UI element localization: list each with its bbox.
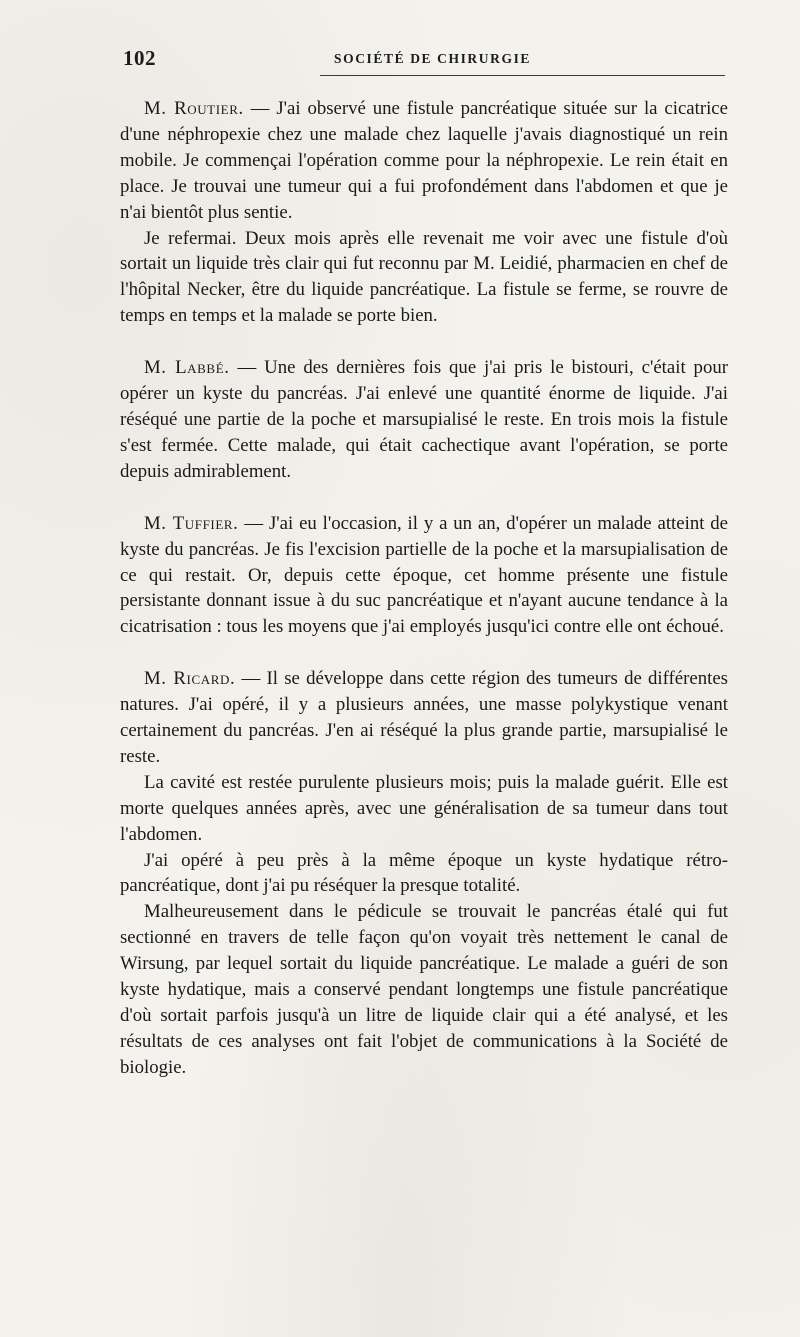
paragraph-text: J'ai opéré à peu près à la même époque un kyste hydatique rétro-pancréatique, dont j'ai pu réséquer la presque totalité.: [120, 849, 728, 897]
speaker-name: M. Labbé.: [144, 357, 230, 379]
paragraph-labbe: [120, 355, 728, 485]
speaker-name: M. Tuffier.: [144, 512, 239, 534]
page-number: 102: [123, 46, 156, 70]
paragraph-ricard: [120, 666, 728, 770]
speaker-name: M. Ricard.: [144, 668, 236, 690]
paragraph-ricard-hydatid: [120, 848, 728, 900]
paragraph-text: La cavité est restée purulente plusieurs mois; puis la malade guérit. Elle est morte quelques années après, avec une généralisation de sa tumeur dans tout l'abdomen.: [120, 771, 728, 845]
running-title: SOCIÉTÉ DE CHIRURGIE: [334, 51, 532, 66]
paragraph-text: — Une des dernières fois que j'ai pris le bistouri, c'était pour opérer un kyste du pancréas. J'ai enlevé une quantité énorme de liquide. J'ai réséqué une partie de la poche et marsupialisé le reste. En trois mois la fistule s'est fermée. Cette malade, qui était cachectique avant l'opération, se porte depuis admirablement.: [120, 357, 728, 482]
paragraph-text: — J'ai observé une fistule pancréatique située sur la cicatrice d'une néphropexie chez une malade chez laquelle j'avais diagnostiqué un rein mobile. Je commençai l'opération comme pour la néphropexie. Le rein était en place. Je trouvai une tumeur qui a fui profondément dans l'abdomen et que je n'ai bientôt plus sentie.: [120, 98, 728, 223]
paragraph-routier: [120, 96, 728, 226]
paragraph-text: — J'ai eu l'occasion, il y a un an, d'opérer un malade atteint de kyste du pancréas. Je fis l'excision partielle de la poche et la marsupialisation de ce qui restait. Or, depuis cette époque, cet homme présente une fistule persistante donnant issue à du suc pancréatique et n'ayant aucune tendance à la cicatrisation : tous les moyens que j'ai employés jusqu'ici contre elle ont échoué.: [120, 512, 729, 638]
paragraph-text: — Il se développe dans cette région des tumeurs de différentes natures. J'ai opéré, il y a plusieurs années, une masse polykystique venant certainement du pancréas. J'en ai réséqué la plus grande partie, marsupialisé le reste.: [120, 668, 728, 767]
paragraph-ricard-fistula: [120, 899, 728, 1080]
body-text: [120, 96, 728, 1081]
paragraph-ricard-cavity: [120, 770, 728, 848]
paragraph-routier-continued: [120, 226, 728, 330]
paragraph-text: Malheureusement dans le pédicule se trouvait le pancréas étalé qui fut sectionné en travers de telle façon qu'on voyait très nettement le canal de Wirsung, par lequel sortait du liquide pancréatique. Le malade a guéri de son kyste hydatique, mais a conservé pendant longtemps une fistule pancréatique d'où sortait parfois jusqu'à un litre de liquide clair qui a été analysé, et les résultats de ces analyses ont fait l'objet de communications à la Société de biologie.: [120, 901, 728, 1078]
header-rule: [320, 75, 725, 76]
paragraph-text: Je refermai. Deux mois après elle revenait me voir avec une fistule d'où sortait un liquide très clair qui fut reconnu par M. Leidié, pharmacien en chef de l'hôpital Necker, être du liquide pancréatique. La fistule se ferme, se rouvre de temps en temps et la malade se porte bien.: [120, 227, 728, 327]
paragraph-tuffier: [120, 511, 728, 641]
speaker-name: M. Routier.: [144, 98, 244, 119]
page-header: [120, 44, 725, 78]
